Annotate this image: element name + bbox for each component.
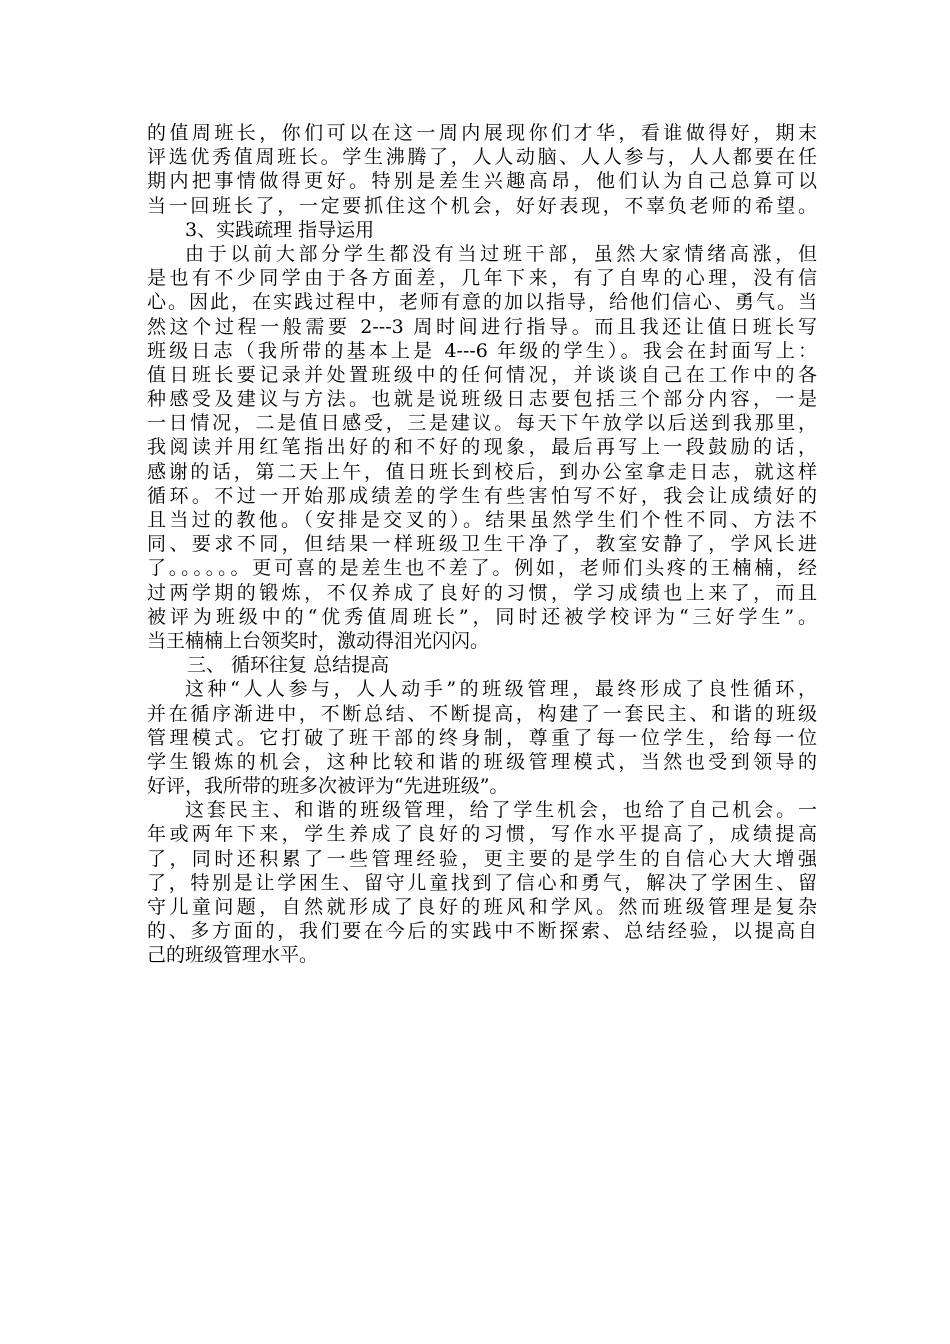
text-line: 这种“人人参与，人人动手”的班级管理，最终形成了良性循环， [185, 678, 817, 701]
text-line: 好评，我所带的班多次被评为“先进班级”。 [147, 775, 509, 798]
text-line: 当王楠楠上台领奖时，激动得泪光闪闪。 [147, 629, 490, 652]
text-line: 期内把事情做得更好。特别是差生兴趣高昂，他们认为自己总算可以 [147, 170, 817, 193]
document-body [147, 121, 817, 968]
text-line: 同、要求不同，但结果一样班级卫生干净了，教室安静了，学风长进 [147, 533, 817, 556]
text-line: 感谢的话，第二天上午，值日班长到校后，到办公室拿走日志，就这样 [147, 460, 817, 483]
text-line: 一日情况，二是值日感受，三是建议。每天下午放学以后送到我那里， [147, 412, 817, 435]
text-line: 由于以前大部分学生都没有当过班干部，虽然大家情绪高涨，但 [185, 242, 817, 265]
text-line: 是也有不少同学由于各方面差，几年下来，有了自卑的心理，没有信 [147, 267, 817, 290]
text-line: 种感受及建议与方法。也就是说班级日志要包括三个部分内容，一是 [147, 388, 817, 411]
text-line: 被评为班级中的“优秀值周班长”，同时还被学校评为“三好学生”。 [147, 605, 817, 628]
text-line: 并在循序渐进中，不断总结、不断提高，构建了一套民主、和谐的班级 [147, 702, 817, 725]
text-line: 的、多方面的，我们要在今后的实践中不断探索、总结经验，以提高自 [147, 920, 817, 943]
text-line: 当一回班长了，一定要抓住这个机会，好好表现，不辜负老师的希望。 [147, 194, 817, 217]
text-line: 了，同时还积累了一些管理经验，更主要的是学生的自信心大大增强 [147, 847, 817, 870]
text-line: 班级日志（我所带的基本上是 4---6 年级的学生）。我会在封面写上： [147, 339, 817, 362]
text-line: 学生锻炼的机会，这种比较和谐的班级管理模式，当然也受到领导的 [147, 750, 817, 773]
text-line: 的值周班长，你们可以在这一周内展现你们才华，看谁做得好，期末 [147, 122, 817, 144]
text-line: 年或两年下来，学生养成了良好的习惯，写作水平提高了，成绩提高 [147, 823, 817, 846]
section-heading: 三、 循环往复 总结提高 [187, 654, 390, 677]
text-line: 值日班长要记录并处置班级中的任何情况，并谈谈自己在工作中的各 [147, 363, 817, 386]
text-line: 这套民主、和谐的班级管理，给了学生机会，也给了自己机会。一 [185, 799, 817, 822]
text-line: 评选优秀值周班长。学生沸腾了，人人动脑、人人参与，人人都要在任 [147, 146, 817, 169]
text-line: 心。因此，在实践过程中，老师有意的加以指导，给他们信心、勇气。当 [147, 291, 817, 314]
text-line: 且当过的教他。（安排是交叉的）。结果虽然学生们个性不同、方法不 [147, 509, 817, 531]
text-line: 管理模式。它打破了班干部的终身制，尊重了每一位学生，给每一位 [147, 726, 817, 749]
text-line: 然这个过程一般需要 2---3 周时间进行指导。而且我还让值日班长写 [147, 315, 817, 338]
text-line: 守儿童问题，自然就形成了良好的班风和学风。然而班级管理是复杂 [147, 896, 817, 918]
section-heading: 3、实践疏理 指导运用 [185, 218, 375, 241]
text-line: 过两学期的锻炼，不仅养成了良好的习惯，学习成绩也上来了，而且 [147, 581, 817, 604]
text-line: 了，特别是让学困生、留守儿童找到了信心和勇气，解决了学困生、留 [147, 871, 817, 894]
text-line: 我阅读并用红笔指出好的和不好的现象，最后再写上一段鼓励的话， [147, 436, 817, 459]
text-line: 了。。。。。。更可喜的是差生也不差了。例如，老师们头疼的王楠楠，经 [147, 557, 817, 580]
text-line: 己的班级管理水平。 [147, 944, 319, 967]
text-line: 循环。不过一开始那成绩差的学生有些害怕写不好，我会让成绩好的 [147, 484, 817, 507]
